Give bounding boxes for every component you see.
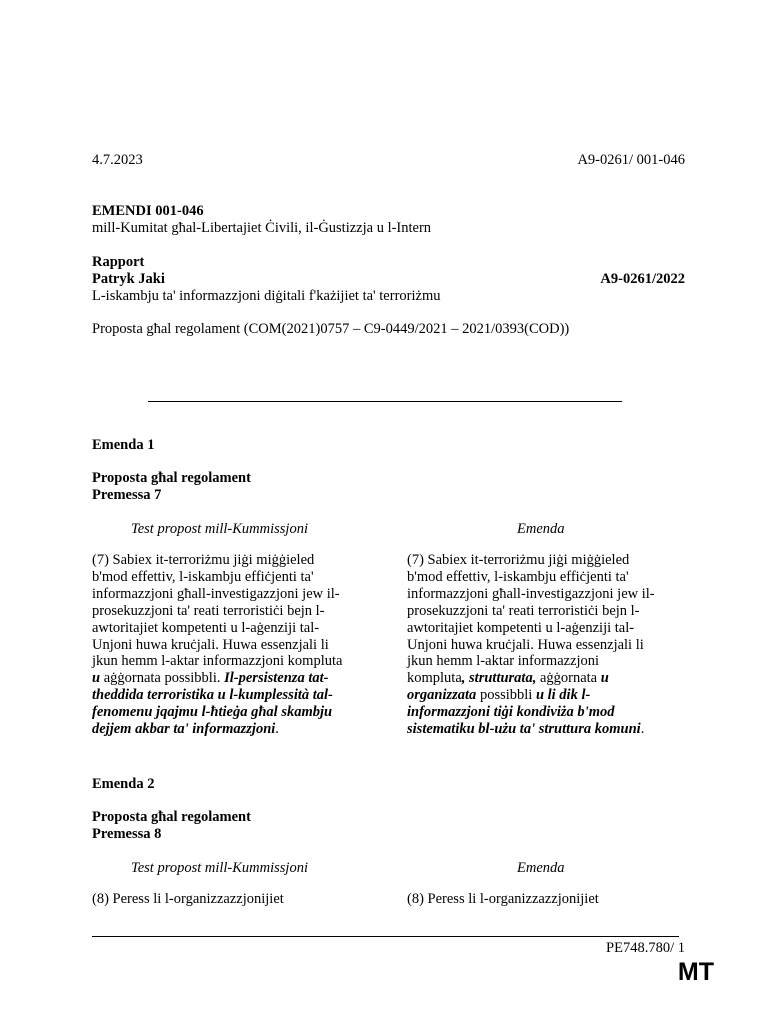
- proposal-reference: Proposta għal regolament (COM(2021)0757 – C9-0449/2021 – 2021/0393(COD)): [92, 321, 570, 337]
- document-date: 4.7.2023: [92, 152, 143, 168]
- column-header-commission: Test propost mill-Kummissjoni: [131, 521, 308, 537]
- inserted-text: organizzata: [407, 687, 477, 704]
- text-line: informazzjoni għall-investigazzjoni jew il-: [407, 585, 655, 602]
- report-subject: L-iskambju ta' informazzjoni diġitali f'każijiet ta' terroriżmu: [92, 288, 441, 304]
- report-label: Rapport: [92, 254, 145, 270]
- inserted-text: sistematiku bl-użu ta' struttura komuni: [407, 721, 641, 738]
- text-line: Unjoni huwa kruċjali. Huwa essenzjali li: [407, 636, 644, 653]
- separator-line: [148, 401, 622, 402]
- text-line: prosekuzzjoni ta' reati terroristiċi bejn l-: [92, 602, 325, 619]
- amendment-proposal-label: Proposta għal regolament: [92, 809, 251, 825]
- report-number: A9-0261/2022: [600, 271, 685, 287]
- amendment-recital: Premessa 8: [92, 826, 162, 842]
- column-header-amendment: Emenda: [517, 860, 565, 876]
- text-line: awtoritajiet kompetenti u l-aġenziji tal-: [92, 619, 320, 636]
- commission-text: [92, 552, 382, 738]
- text-line: b'mod effettiv, l-iskambju effiċjenti ta': [92, 568, 314, 585]
- amendment-title: Emenda 1: [92, 437, 155, 453]
- text-line: u aġġornata possibbli. Il-persistenza tat-: [92, 670, 329, 687]
- text-line: organizzata possibbli u li dik l-: [407, 687, 591, 704]
- text-line: (7) Sabiex it-terroriżmu jiġi miġġieled: [92, 552, 315, 568]
- language-code: MT: [677, 958, 714, 986]
- text-line: (7) Sabiex it-terroriżmu jiġi miġġieled: [407, 552, 630, 568]
- text-line: kompluta, strutturata, aġġornata u: [407, 670, 609, 687]
- deleted-text: fenomenu jqajmu l-ħtieġa għal skambju: [92, 704, 333, 721]
- text-line: b'mod effettiv, l-iskambju effiċjenti ta': [407, 568, 629, 585]
- page-reference: PE748.780/ 1: [606, 940, 685, 956]
- document-reference: A9-0261/ 001-046: [577, 152, 685, 168]
- amendment-title: Emenda 2: [92, 776, 155, 792]
- footer-separator: [92, 936, 679, 937]
- inserted-text: , strutturata,: [461, 670, 537, 687]
- deleted-text: dejjem akbar ta' informazzjoni: [92, 721, 276, 738]
- text-line: informazzjoni għall-investigazzjoni jew il-: [92, 585, 340, 602]
- committee-name: mill-Kumitat għal-Libertajiet Ċivili, il-Ġustizzja u l-Intern: [92, 220, 432, 236]
- amended-text: (8) Peress li l-organizzazzjonijiet: [407, 891, 599, 907]
- amendments-title: EMENDI 001-046: [92, 203, 204, 219]
- inserted-word: u: [600, 670, 609, 687]
- amended-text: [407, 552, 697, 738]
- amendment-recital: Premessa 7: [92, 487, 162, 503]
- text-line: Unjoni huwa kruċjali. Huwa essenzjali li: [92, 636, 329, 653]
- inserted-text: informazzjoni tiġi kondiviża b'mod: [407, 704, 615, 721]
- text-line: prosekuzzjoni ta' reati terroristiċi bejn l-: [407, 602, 640, 619]
- text-line: jkun hemm l-aktar informazzjoni kompluta: [92, 653, 343, 670]
- column-header-commission: Test propost mill-Kummissjoni: [131, 860, 308, 876]
- rapporteur-name: Patryk Jaki: [92, 271, 165, 287]
- text-line: dejjem akbar ta' informazzjoni.: [92, 721, 279, 738]
- text-line: awtoritajiet kompetenti u l-aġenziji tal-: [407, 619, 635, 636]
- inserted-text: u li dik l-: [535, 687, 591, 704]
- deleted-text: Il-persistenza tat-: [224, 670, 329, 687]
- amendment-proposal-label: Proposta għal regolament: [92, 470, 251, 486]
- text-line: sistematiku bl-użu ta' struttura komuni.: [407, 721, 645, 738]
- text-line: jkun hemm l-aktar informazzjoni: [407, 653, 600, 670]
- deleted-text: theddida terroristika u l-kumplessità tal-: [92, 687, 333, 704]
- deleted-word: u: [92, 670, 101, 687]
- commission-text: (8) Peress li l-organizzazzjonijiet: [92, 891, 284, 907]
- column-header-amendment: Emenda: [517, 521, 565, 537]
